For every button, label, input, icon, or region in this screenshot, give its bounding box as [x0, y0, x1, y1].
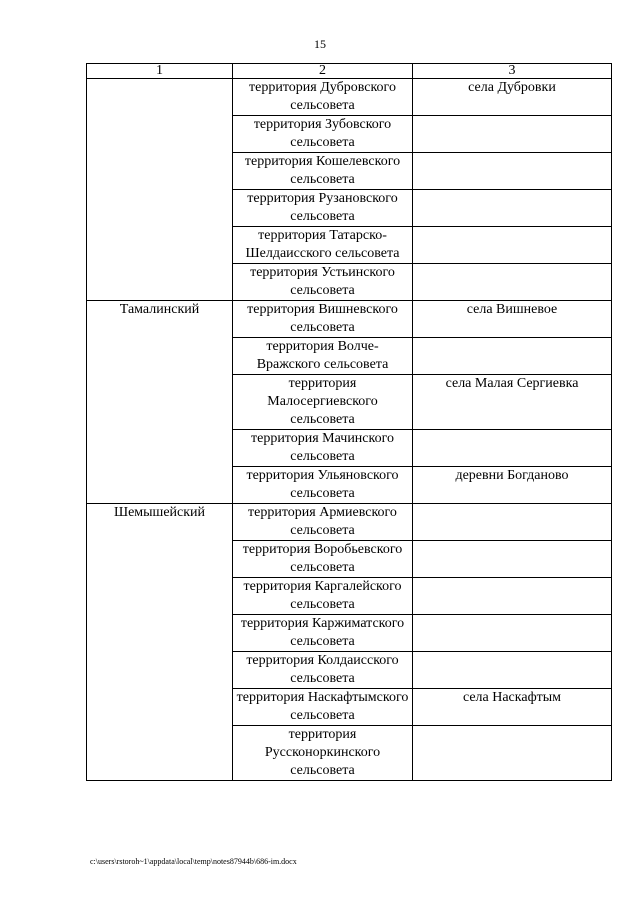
territory-cell: территория Рузановского сельсовета: [233, 190, 413, 227]
settlement-cell: села Вишневое: [413, 301, 612, 338]
table-header: [87, 64, 612, 79]
settlement-cell: [413, 338, 612, 375]
territory-cell: территория Каржиматского сельсовета: [233, 615, 413, 652]
territory-cell: территория Малосергиевского сельсовета: [233, 375, 413, 430]
settlement-cell: [413, 116, 612, 153]
header-row: [87, 64, 612, 79]
settlement-cell: села Малая Сергиевка: [413, 375, 612, 430]
territory-table: [86, 63, 612, 781]
territory-cell: территория Устьинского сельсовета: [233, 264, 413, 301]
table-row: [87, 301, 612, 338]
settlement-cell: [413, 541, 612, 578]
settlement-cell: [413, 227, 612, 264]
district-cell: [87, 79, 233, 301]
column-header-3: 3: [413, 64, 612, 79]
territory-cell: территория Ульяновского сельсовета: [233, 467, 413, 504]
territory-cell: территория Наскафтымского сельсовета: [233, 689, 413, 726]
district-cell: Тамалинский: [87, 301, 233, 504]
table-body: [87, 79, 612, 781]
territory-cell: территория Колдаисского сельсовета: [233, 652, 413, 689]
settlement-cell: села Дубровки: [413, 79, 612, 116]
district-cell: Шемышейский: [87, 504, 233, 781]
table-row: [87, 79, 612, 116]
table-row: [87, 504, 612, 541]
territory-cell: территория Зубовского сельсовета: [233, 116, 413, 153]
territory-cell: территория Руссконоркинского сельсовета: [233, 726, 413, 781]
territory-cell: территория Каргалейского сельсовета: [233, 578, 413, 615]
footer-file-path: c:\users\rstoroh~1\appdata\local\temp\notes87944b\686-im.docx: [90, 857, 297, 866]
column-header-2: 2: [233, 64, 413, 79]
settlement-cell: [413, 190, 612, 227]
settlement-cell: [413, 652, 612, 689]
territory-cell: территория Армиевского сельсовета: [233, 504, 413, 541]
settlement-cell: деревни Богданово: [413, 467, 612, 504]
settlement-cell: [413, 430, 612, 467]
settlement-cell: [413, 726, 612, 781]
settlement-cell: [413, 615, 612, 652]
column-header-1: 1: [87, 64, 233, 79]
territory-cell: территория Вишневского сельсовета: [233, 301, 413, 338]
page-number: 15: [314, 37, 326, 51]
territory-cell: территория Мачинского сельсовета: [233, 430, 413, 467]
territory-cell: территория Волче-Вражского сельсовета: [233, 338, 413, 375]
settlement-cell: [413, 504, 612, 541]
territory-cell: территория Кошелевского сельсовета: [233, 153, 413, 190]
territory-cell: территория Татарско-Шелдаисского сельсовета: [233, 227, 413, 264]
settlement-cell: села Наскафтым: [413, 689, 612, 726]
settlement-cell: [413, 264, 612, 301]
settlement-cell: [413, 578, 612, 615]
territory-cell: территория Дубровского сельсовета: [233, 79, 413, 116]
territory-cell: территория Воробьевского сельсовета: [233, 541, 413, 578]
settlement-cell: [413, 153, 612, 190]
